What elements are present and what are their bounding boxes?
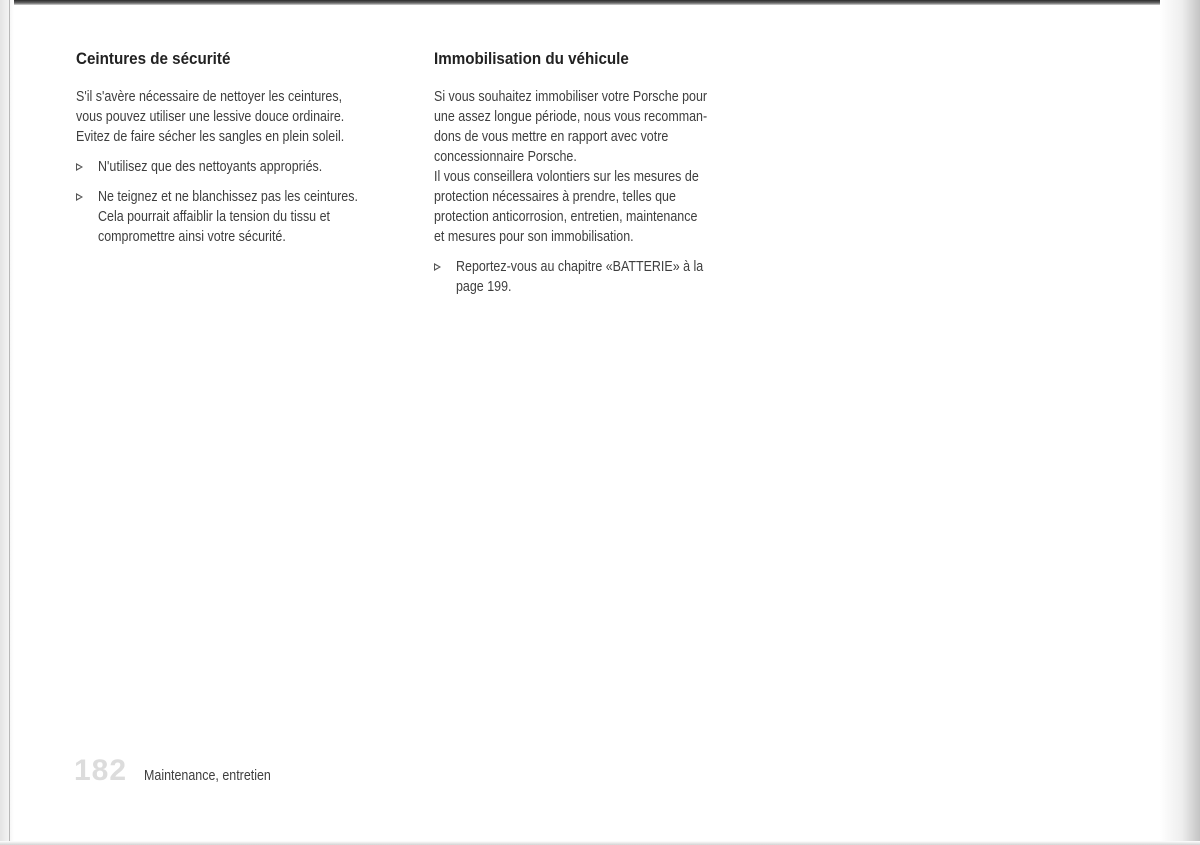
text-line: Cela pourrait affaiblir la tension du tissu et bbox=[98, 209, 330, 225]
scan-top-edge bbox=[0, 0, 1200, 5]
bullet-item bbox=[76, 187, 421, 247]
text-line: concessionnaire Porsche. bbox=[434, 149, 577, 165]
bullet-item bbox=[434, 257, 779, 297]
scan-left-edge bbox=[0, 0, 14, 845]
scan-binding-line bbox=[9, 0, 10, 845]
text-line: S'il s'avère nécessaire de nettoyer les ceintures, bbox=[76, 89, 343, 105]
text-line: Reportez-vous au chapitre «BATTERIE» à la bbox=[456, 259, 704, 275]
text-line: page 199. bbox=[456, 279, 512, 295]
bullet-triangle-icon bbox=[76, 163, 83, 171]
text-line: Ne teignez et ne blanchissez pas les ceintures. bbox=[98, 189, 358, 205]
page-number: 182 bbox=[74, 754, 128, 787]
text-line: dons de vous mettre en rapport avec votre bbox=[434, 129, 669, 145]
vehicle-storage-heading: Immobilisation du véhicule bbox=[434, 50, 629, 68]
text-line: protection nécessaires à prendre, telles que bbox=[434, 189, 676, 205]
text-line: et mesures pour son immobilisation. bbox=[434, 229, 634, 245]
page-footer bbox=[74, 754, 291, 794]
text-line: protection anticorrosion, entretien, maintenance bbox=[434, 209, 698, 225]
scan-right-edge bbox=[1160, 0, 1200, 845]
text-line: Evitez de faire sécher les sangles en plein soleil. bbox=[76, 129, 345, 145]
scan-bottom-edge bbox=[0, 841, 1200, 845]
left-column bbox=[76, 50, 421, 257]
vehicle-storage-intro bbox=[434, 87, 779, 247]
right-column bbox=[434, 50, 779, 307]
bullet-triangle-icon bbox=[434, 263, 441, 271]
text-line: Si vous souhaitez immobiliser votre Porsche pour bbox=[434, 89, 708, 105]
text-line: N'utilisez que des nettoyants appropriés. bbox=[98, 159, 323, 175]
bullet-triangle-icon bbox=[76, 193, 83, 201]
seat-belts-intro bbox=[76, 87, 421, 147]
bullet-item bbox=[76, 157, 421, 177]
text-line: compromettre ainsi votre sécurité. bbox=[98, 229, 286, 245]
chapter-name: Maintenance, entretien bbox=[143, 768, 271, 784]
text-line: vous pouvez utiliser une lessive douce ordinaire. bbox=[76, 109, 345, 125]
text-line: une assez longue période, nous vous recomman- bbox=[434, 109, 708, 125]
seat-belts-heading: Ceintures de sécurité bbox=[76, 50, 231, 68]
text-line: Il vous conseillera volontiers sur les mesures de bbox=[434, 169, 699, 185]
